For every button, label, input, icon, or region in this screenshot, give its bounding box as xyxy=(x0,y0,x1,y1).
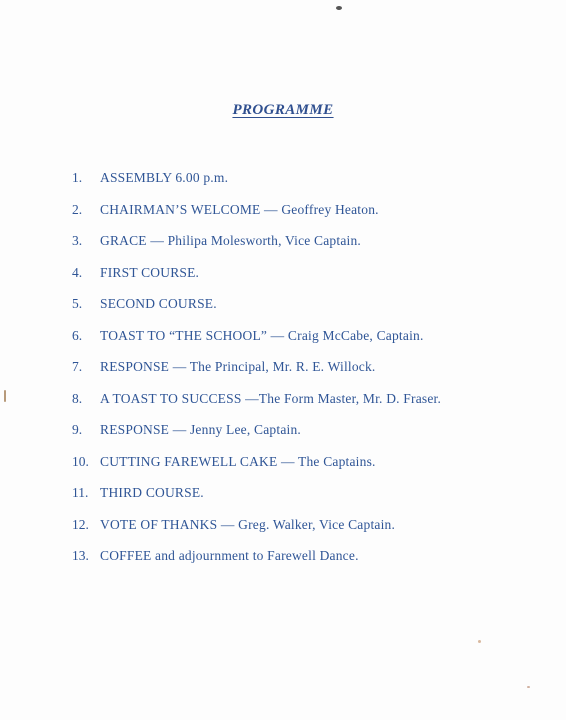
list-item xyxy=(72,233,441,265)
item-number: 2. xyxy=(72,201,83,217)
item-text: TOAST TO “THE SCHOOL” — Craig McCabe, Captain. xyxy=(100,327,424,343)
item-number: 11. xyxy=(72,485,89,500)
ink-speck xyxy=(336,6,342,10)
item-number: 3. xyxy=(72,233,83,248)
item-number: 12. xyxy=(72,516,89,532)
item-number: 10. xyxy=(72,453,89,469)
item-text: VOTE OF THANKS — Greg. Walker, Vice Captain. xyxy=(100,516,396,532)
item-number: 5. xyxy=(72,296,83,311)
list-item xyxy=(72,296,441,328)
item-number: 9. xyxy=(72,422,83,437)
ink-speck xyxy=(527,686,530,688)
ink-speck xyxy=(4,390,6,402)
item-text: RESPONSE — The Principal, Mr. R. E. Willock. xyxy=(100,359,376,374)
item-text: ASSEMBLY 6.00 p.m. xyxy=(100,170,229,185)
item-number: 4. xyxy=(72,264,83,280)
item-text: FIRST COURSE. xyxy=(100,264,200,280)
item-text: RESPONSE — Jenny Lee, Captain. xyxy=(100,422,301,437)
item-number: 6. xyxy=(72,327,83,343)
page-title: PROGRAMME xyxy=(232,102,334,118)
item-text: COFFEE and adjournment to Farewell Dance. xyxy=(100,548,359,563)
item-text: SECOND COURSE. xyxy=(100,296,217,311)
list-item xyxy=(72,265,441,297)
programme-list xyxy=(72,170,441,580)
item-number: 1. xyxy=(72,170,83,185)
item-number: 13. xyxy=(72,548,89,563)
list-item xyxy=(72,391,441,423)
list-item xyxy=(72,454,441,486)
list-item xyxy=(72,359,441,391)
item-text: THIRD COURSE. xyxy=(100,485,204,500)
list-item xyxy=(72,328,441,360)
item-number: 8. xyxy=(72,390,83,406)
item-text: GRACE — Philipa Molesworth, Vice Captain. xyxy=(100,233,361,248)
ink-speck xyxy=(478,640,481,643)
list-item xyxy=(72,202,441,234)
list-item xyxy=(72,548,441,580)
item-text: CHAIRMAN’S WELCOME — Geoffrey Heaton. xyxy=(100,201,379,217)
list-item xyxy=(72,485,441,517)
list-item xyxy=(72,170,441,202)
list-item xyxy=(72,517,441,549)
item-text: A TOAST TO SUCCESS —The Form Master, Mr. D. Fraser. xyxy=(100,390,442,406)
item-number: 7. xyxy=(72,359,83,374)
item-text: CUTTING FAREWELL CAKE — The Captains. xyxy=(100,453,376,469)
list-item xyxy=(72,422,441,454)
